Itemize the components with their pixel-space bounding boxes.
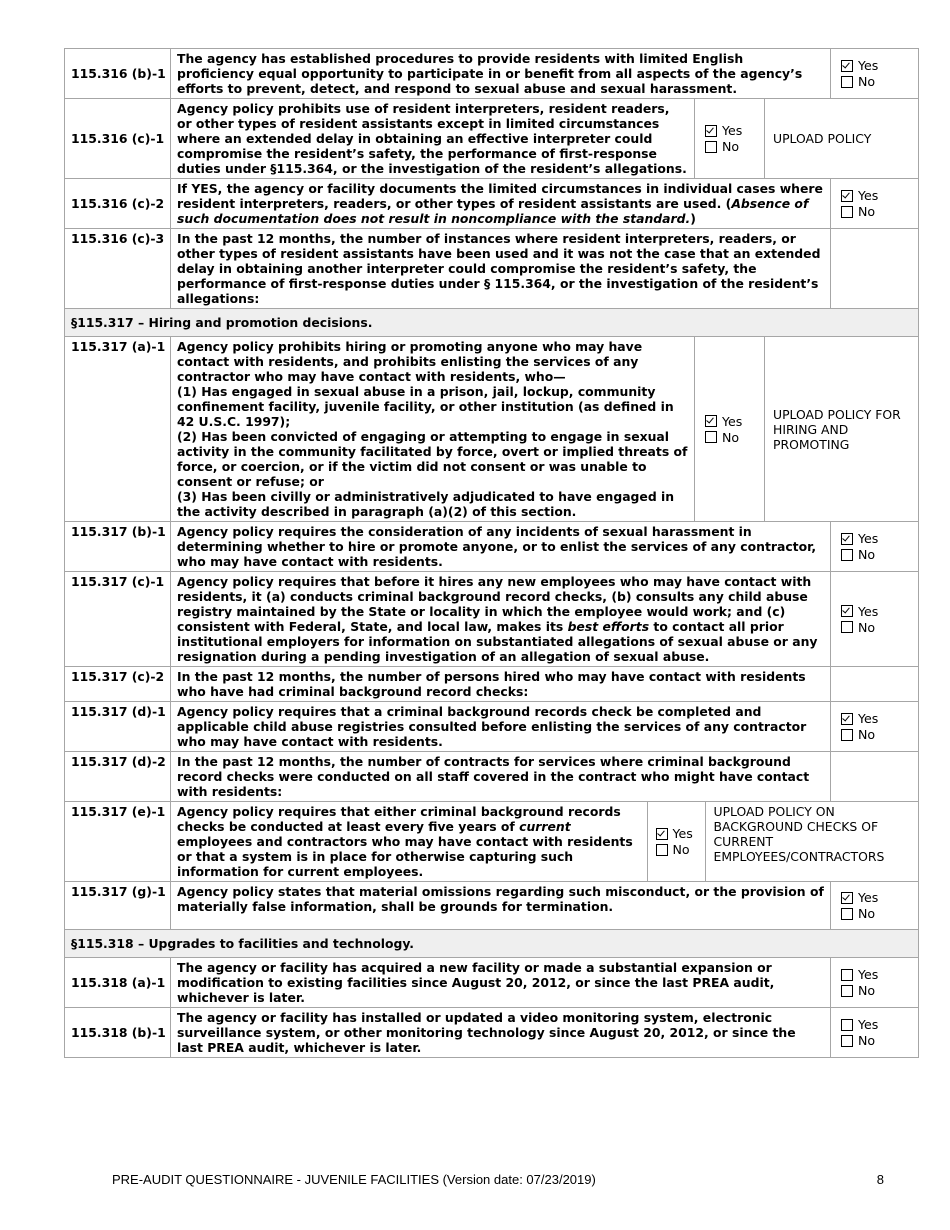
yes-option[interactable]: Yes [841,603,912,619]
no-option[interactable]: No [841,74,912,90]
item-id: 115.316 (c)-2 [65,179,171,229]
section-title: §115.318 – Upgrades to facilities and technology. [65,930,919,958]
yes-option[interactable]: Yes [705,123,758,139]
yes-option[interactable]: Yes [841,58,912,74]
item-id: 115.316 (c)-3 [65,229,171,309]
footer-title: PRE-AUDIT QUESTIONNAIRE - JUVENILE FACILITIES (Version date: 07/23/2019) [112,1172,596,1187]
item-text: Agency policy prohibits hiring or promoting anyone who may have contact with residents, and prohibits enlisting the services of any contractor who may have contact with residents, who— (1) Has engaged in sexual abuse in a prison, jail, lockup, community confinement facility, juvenile facility, or other institution (as defined in 42 U.S.C. 1997); (2) Has been convicted of engaging or attempting to engage in sexual activity in the community facilitated by force, overt or implied threats of force, or coercion, or if the victim did not consent or was unable to consent or refuse; or (3) Has been civilly or administratively adjudicated to have engaged in the activity described in paragraph (a)(2) of this section. [171,337,695,522]
table-row [65,802,919,882]
no-option[interactable]: No [705,429,758,445]
yes-checkbox[interactable] [841,892,853,904]
yes-checkbox[interactable] [841,190,853,202]
nested-row-table [171,802,918,881]
yes-checkbox[interactable] [705,125,717,137]
yes-option[interactable]: Yes [841,531,912,547]
item-id: 115.316 (b)-1 [65,49,171,99]
yes-option[interactable]: Yes [841,188,912,204]
table-row [65,667,919,702]
item-text: Agency policy requires that a criminal background records check be completed and applicable child abuse registries consulted before enlisting the services of any contractor who may have contact with residents. [171,702,831,752]
yes-no-cell [831,702,919,752]
no-option[interactable]: No [841,727,912,743]
no-checkbox[interactable] [705,141,717,153]
no-option[interactable]: No [841,906,912,922]
table-row [65,49,919,99]
item-text: Agency policy requires that before it hires any new employees who may have contact with residents, it (a) conducts criminal background record checks, (b) consults any child abuse registry maintained by the State or locality in which the employee would work; and (c) consistent with Federal, State, and local law, makes its best efforts to contact all prior institutional employers for information on substantiated allegations of sexual abuse or any resignation during a pending investigation of an allegation of sexual abuse. [171,572,831,667]
yes-option[interactable]: Yes [705,413,758,429]
yes-checkbox[interactable] [841,1019,853,1031]
item-id: 115.316 (c)-1 [65,99,171,179]
yes-no-cell [831,179,919,229]
no-option[interactable]: No [841,983,912,999]
answer-input-cell[interactable] [831,752,919,802]
no-checkbox[interactable] [841,549,853,561]
item-id: 115.318 (b)-1 [65,1008,171,1058]
no-checkbox[interactable] [841,985,853,997]
no-checkbox[interactable] [841,1035,853,1047]
no-checkbox[interactable] [841,621,853,633]
no-option[interactable]: No [705,139,758,155]
item-text: Agency policy states that material omissions regarding such misconduct, or the provision of materially false information, shall be grounds for termination. [171,882,831,930]
no-checkbox[interactable] [841,729,853,741]
page-number: 8 [876,1172,884,1187]
yes-no-cell [831,49,919,99]
yes-no-cell [831,522,919,572]
item-id: 115.317 (c)-1 [65,572,171,667]
yes-no-cell [695,337,765,522]
item-id: 115.317 (a)-1 [65,337,171,522]
table-row [65,702,919,752]
table-row [65,229,919,309]
item-text: The agency or facility has installed or updated a video monitoring system, electronic surveillance system, or other monitoring technology since August 20, 2012, or since the last PREA audit, whichever is later. [171,1008,831,1058]
item-text: In the past 12 months, the number of persons hired who may have contact with residents who have had criminal background record checks: [171,667,831,702]
yes-option[interactable]: Yes [656,826,699,842]
yes-checkbox[interactable] [841,60,853,72]
table-row [65,882,919,930]
item-text: In the past 12 months, the number of contracts for services where criminal background record checks were conducted on all staff covered in the contract who might have contact with residents: [171,752,831,802]
table-row [65,958,919,1008]
yes-option[interactable]: Yes [841,967,912,983]
section-title: §115.317 – Hiring and promotion decisions. [65,309,919,337]
item-id: 115.317 (b)-1 [65,522,171,572]
item-text: If YES, the agency or facility documents the limited circumstances in individual cases where resident interpreters, readers, or other types of resident assistants are used. (Absence of such documentation does not result in noncompliance with the standard.) [171,179,831,229]
item-id: 115.317 (c)-2 [65,667,171,702]
table-row [65,99,919,179]
upload-policy-link[interactable]: UPLOAD POLICY [765,99,919,179]
item-text: In the past 12 months, the number of instances where resident interpreters, readers, or other types of resident assistants have been used and it was not the case that an extended delay in obtaining another interpreter could compromise the resident’s safety, the performance of first-response duties under § 115.364, or the investigation of the resident’s allegations: [171,229,831,309]
upload-policy-link[interactable]: UPLOAD POLICY ON BACKGROUND CHECKS OF CURRENT EMPLOYEES/CONTRACTORS [713,804,885,864]
table-row [65,1008,919,1058]
item-id: 115.317 (e)-1 [65,802,171,882]
item-id: 115.317 (g)-1 [65,882,171,930]
yes-no-cell [831,958,919,1008]
no-checkbox[interactable] [841,76,853,88]
no-option[interactable]: No [841,619,912,635]
item-text: Agency policy prohibits use of resident interpreters, resident readers, or other types of resident assistants except in limited circumstances where an extended delay in obtaining an effective interpreter could compromise the resident’s safety, the performance of first-response duties under §115.364, or the investigation of the resident’s allegations. [171,99,695,179]
no-checkbox[interactable] [841,206,853,218]
no-option[interactable]: No [841,1033,912,1049]
item-id: 115.317 (d)-1 [65,702,171,752]
yes-checkbox[interactable] [841,605,853,617]
yes-checkbox[interactable] [841,713,853,725]
no-option[interactable]: No [841,547,912,563]
item-id: 115.318 (a)-1 [65,958,171,1008]
yes-checkbox[interactable] [841,533,853,545]
yes-no-cell [831,882,919,930]
yes-option[interactable]: Yes [841,711,912,727]
yes-no-cell [831,572,919,667]
table-row [65,752,919,802]
table-row [65,337,919,522]
item-text: Agency policy requires the consideration of any incidents of sexual harassment in determining whether to hire or promote anyone, or to enlist the services of any contractor, who may have contact with residents. [171,522,831,572]
item-text: Agency policy requires that either criminal background records checks be conducted at least every five years of current employees and contractors who may have contact with residents or that a system is in place for otherwise capturing such information for current employees. [171,802,647,881]
yes-no-cell [695,99,765,179]
no-option[interactable]: No [656,842,699,858]
item-text: The agency or facility has acquired a new facility or made a substantial expansion or modification to existing facilities since August 20, 2012, or since the last PREA audit, whichever is later. [171,958,831,1008]
answer-input-cell[interactable] [831,229,919,309]
yes-checkbox[interactable] [841,969,853,981]
questionnaire-table [64,48,919,1058]
yes-option[interactable]: Yes [841,1017,912,1033]
yes-no-cell [831,1008,919,1058]
item-text: The agency has established procedures to provide residents with limited English proficiency equal opportunity to participate in or benefit from all aspects of the agency’s efforts to prevent, detect, and respond to sexual abuse and sexual harassment. [171,49,831,99]
upload-policy-link[interactable]: UPLOAD POLICY FOR HIRING AND PROMOTING [765,337,919,522]
item-id: 115.317 (d)-2 [65,752,171,802]
yes-no-cell [647,802,705,881]
yes-checkbox[interactable] [656,828,668,840]
section-header [65,309,919,337]
table-row [65,179,919,229]
no-checkbox[interactable] [841,908,853,920]
answer-input-cell[interactable] [831,667,919,702]
page-footer [112,1172,884,1187]
no-option[interactable]: No [841,204,912,220]
section-header [65,930,919,958]
yes-checkbox[interactable] [705,415,717,427]
table-row [65,572,919,667]
no-checkbox[interactable] [705,431,717,443]
table-row [65,522,919,572]
item-body [171,802,919,882]
yes-option[interactable]: Yes [841,890,912,906]
no-checkbox[interactable] [656,844,668,856]
